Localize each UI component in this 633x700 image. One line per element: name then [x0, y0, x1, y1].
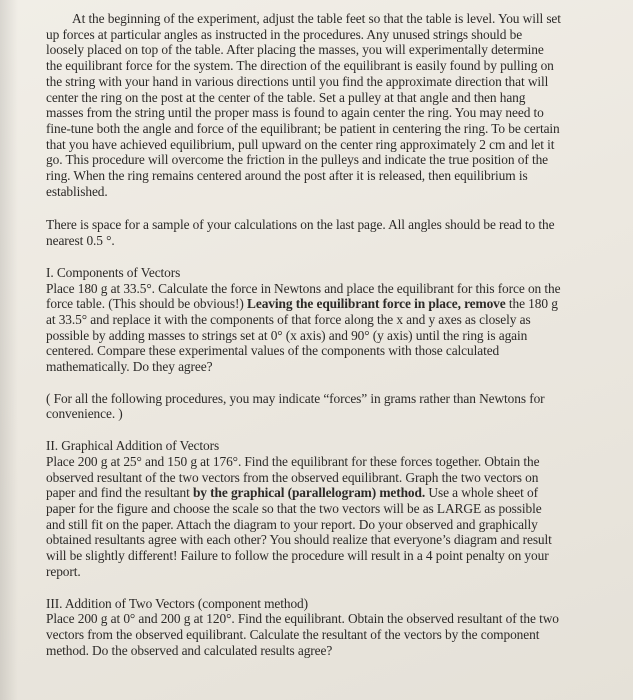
section3-heading: III. Addition of Two Vectors (component method) [46, 595, 309, 611]
section-components-of-vectors [46, 265, 563, 375]
section1-heading: I. Components of Vectors [46, 264, 181, 280]
intro-paragraph: At the beginning of the experiment, adjust the table feet so that the table is level. You will set up forces at particular angles as instructed in the procedures. Any unused strings should be loosely placed on top of the table. After placing the masses, you will experimentally determine the equilibrant force for the system. The direction of the equilibrant is easily found by pulling on the string with your hand in various directions until you find the approximate direction that will center the ring on the post at the center of the table. Set a pulley at that angle and then hang masses from the string until the proper mass is found to again center the ring. You may need to fine-tune both the angle and force of the equilibrant; be patient in centering the ring. To be certain that you have achieved equilibrium, pull upward on the center ring approximately 2 cm and let it go. This procedure will overcome the friction in the pulleys and indicate the true position of the ring. When the ring remains centered around the post after it is released, then equilibrium is established. [46, 11, 561, 199]
section1-bold-instruction: Leaving the equilibrant force in place, remove [247, 296, 506, 312]
section1-text-a: Place 180 g at 33.5°. Calculate the force in Newtons and place the equilibrant for this force on the force table. (This should be obvious!) [46, 280, 561, 312]
section2-body [46, 454, 563, 580]
section3-body: Place 200 g at 0° and 200 g at 120°. Find the equilibrant. Obtain the observed resultant of the two vectors from the observed equilibrant. Calculate the resultant of the vectors by the component method. Do the observed and calculated results agree? [46, 611, 559, 658]
section2-heading: II. Graphical Addition of Vectors [46, 438, 220, 454]
section-graphical-addition [46, 438, 563, 579]
sample-calculations-note: There is space for a sample of your calculations on the last page. All angles should be read to the nearest 0.5 °. [46, 217, 555, 249]
section1-body [46, 281, 563, 375]
section1-text-b: the 180 g at 33.5° and replace it with the components of that force along the x and y axes as closely as possible by adding masses to strings set at 0° (x axis) and 90° (y axis) until the ring is again centered. Compare these experimental values of the components with those calculated mathematically. Do they agree? [46, 296, 558, 375]
section2-text-a: Place 200 g at 25° and 150 g at 176°. Find the equilibrant for these forces together. Obtain the observed resultant of the two vectors from the observed equilibrant. Graph the two vectors on paper and find the resultant [46, 453, 540, 501]
forces-in-grams-note: ( For all the following procedures, you may indicate “forces” in grams rather than Newtons for convenience. ) [46, 390, 545, 422]
section2-text-b: Use a whole sheet of paper for the figure and choose the scale so that the two vectors will be as LARGE as possible and still fit on the paper. Attach the diagram to your report. Do your observed and graphically obtained resultants agree with each other? You should realize that everyone’s diagram and result will be slightly different! Failure to follow the procedure will result in a 4 point penalty on your report. [46, 485, 552, 579]
section-component-method [46, 596, 563, 659]
section2-bold-method: by the graphical (parallelogram) method. [192, 485, 426, 501]
